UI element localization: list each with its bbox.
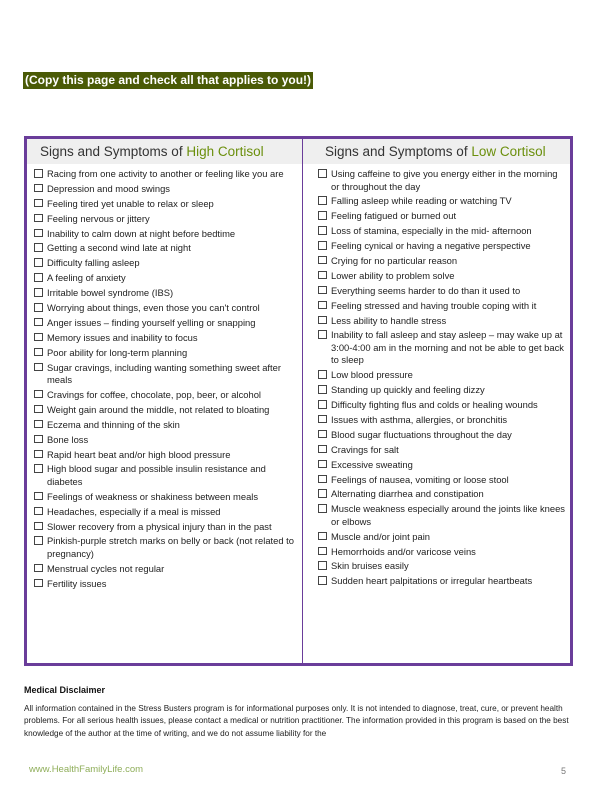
checklist-item[interactable]: Inability to fall asleep and stay asleep – may wake up at 3:00-4:00 am in the morning and not be able to get back to sleep	[318, 329, 566, 367]
checklist-item[interactable]: Memory issues and inability to focus	[34, 332, 298, 345]
checklist-item[interactable]: Anger issues – finding yourself yelling or snapping	[34, 317, 298, 330]
checklist-item[interactable]: Menstrual cycles not regular	[34, 563, 298, 576]
checklist-item[interactable]: Feelings of nausea, vomiting or loose stool	[318, 474, 566, 487]
checklist-item[interactable]: Difficulty fighting flus and colds or healing wounds	[318, 399, 566, 412]
page-number: 5	[561, 766, 567, 776]
instruction-banner: (Copy this page and check all that applies to you!)	[25, 73, 312, 87]
checklist-item[interactable]: Rapid heart beat and/or high blood pressure	[34, 449, 298, 462]
checklist-item[interactable]: Cravings for coffee, chocolate, pop, beer, or alcohol	[34, 389, 298, 402]
checklist-item[interactable]: Depression and mood swings	[34, 183, 298, 196]
checklist-item[interactable]: Alternating diarrhea and constipation	[318, 488, 566, 501]
checklist-item[interactable]: Standing up quickly and feeling dizzy	[318, 384, 566, 397]
checklist-item[interactable]: Sugar cravings, including wanting something sweet after meals	[34, 362, 298, 387]
checklist-item[interactable]: Muscle weakness especially around the joints like knees or elbows	[318, 503, 566, 528]
checklist-item[interactable]: Using caffeine to give you energy either in the morning or throughout the day	[318, 168, 566, 193]
checklist-item[interactable]: Blood sugar fluctuations throughout the day	[318, 429, 566, 442]
high-heading-prefix: Signs and Symptoms of	[40, 144, 187, 159]
checklist-item[interactable]: Feeling nervous or jittery	[34, 213, 298, 226]
checklist-item[interactable]: Excessive sweating	[318, 459, 566, 472]
disclaimer-title: Medical Disclaimer	[24, 685, 106, 695]
checklist-item[interactable]: Feeling fatigued or burned out	[318, 210, 566, 223]
high-cortisol-column	[27, 139, 303, 663]
checklist-item[interactable]: Sudden heart palpitations or irregular heartbeats	[318, 575, 566, 588]
checklist-item[interactable]: Pinkish-purple stretch marks on belly or back (not related to pregnancy)	[34, 535, 298, 560]
high-cortisol-list	[27, 164, 302, 590]
checklist-item[interactable]: Less ability to handle stress	[318, 315, 566, 328]
checklist-item[interactable]: Muscle and/or joint pain	[318, 531, 566, 544]
checklist-item[interactable]: Skin bruises easily	[318, 560, 566, 573]
symptoms-checklist-table	[24, 136, 573, 666]
checklist-item[interactable]: Feeling stressed and having trouble coping with it	[318, 300, 566, 313]
footer-website-link[interactable]: www.HealthFamilyLife.com	[29, 764, 144, 775]
checklist-item[interactable]: Lower ability to problem solve	[318, 270, 566, 283]
checklist-item[interactable]: Weight gain around the middle, not related to bloating	[34, 404, 298, 417]
checklist-item[interactable]: Cravings for salt	[318, 444, 566, 457]
checklist-item[interactable]: Racing from one activity to another or feeling like you are	[34, 168, 298, 181]
checklist-item[interactable]: Feelings of weakness or shakiness between meals	[34, 491, 298, 504]
checklist-item[interactable]: Loss of stamina, especially in the mid- afternoon	[318, 225, 566, 238]
low-cortisol-column	[303, 139, 570, 663]
low-heading-prefix: Signs and Symptoms of	[325, 144, 472, 159]
high-heading-accent: High Cortisol	[186, 144, 264, 159]
checklist-item[interactable]: High blood sugar and possible insulin resistance and diabetes	[34, 463, 298, 488]
checklist-item[interactable]: Worrying about things, even those you can't control	[34, 302, 298, 315]
checklist-item[interactable]: Hemorrhoids and/or varicose veins	[318, 546, 566, 559]
checklist-item[interactable]: Fertility issues	[34, 578, 298, 591]
checklist-item[interactable]: Crying for no particular reason	[318, 255, 566, 268]
checklist-item[interactable]: Irritable bowel syndrome (IBS)	[34, 287, 298, 300]
checklist-item[interactable]: Everything seems harder to do than it used to	[318, 285, 566, 298]
checklist-item[interactable]: Feeling tired yet unable to relax or sleep	[34, 198, 298, 211]
high-cortisol-heading	[27, 139, 302, 164]
checklist-item[interactable]: Difficulty falling asleep	[34, 257, 298, 270]
checklist-item[interactable]: Slower recovery from a physical injury than in the past	[34, 521, 298, 534]
low-heading-accent: Low Cortisol	[471, 144, 546, 159]
checklist-item[interactable]: Feeling cynical or having a negative perspective	[318, 240, 566, 253]
checklist-item[interactable]: A feeling of anxiety	[34, 272, 298, 285]
checklist-item[interactable]: Headaches, especially if a meal is missed	[34, 506, 298, 519]
checklist-item[interactable]: Issues with asthma, allergies, or bronchitis	[318, 414, 566, 427]
checklist-item[interactable]: Inability to calm down at night before bedtime	[34, 228, 298, 241]
checklist-item[interactable]: Bone loss	[34, 434, 298, 447]
checklist-item[interactable]: Getting a second wind late at night	[34, 242, 298, 255]
low-cortisol-list	[303, 164, 570, 588]
checklist-item[interactable]: Poor ability for long-term planning	[34, 347, 298, 360]
low-cortisol-heading	[303, 139, 570, 164]
checklist-item[interactable]: Low blood pressure	[318, 369, 566, 382]
disclaimer-text: All information contained in the Stress Busters program is for informational purposes only. It is not intended to diagnose, treat, cure, or prevent health problems. For all serious health issues, please contact a medical or nutrition practitioner. The information provided in this program is based on the best knowledge of the author at the time of writing, and we do not assume liability for the	[24, 704, 569, 738]
checklist-item[interactable]: Falling asleep while reading or watching TV	[318, 195, 566, 208]
checklist-item[interactable]: Eczema and thinning of the skin	[34, 419, 298, 432]
